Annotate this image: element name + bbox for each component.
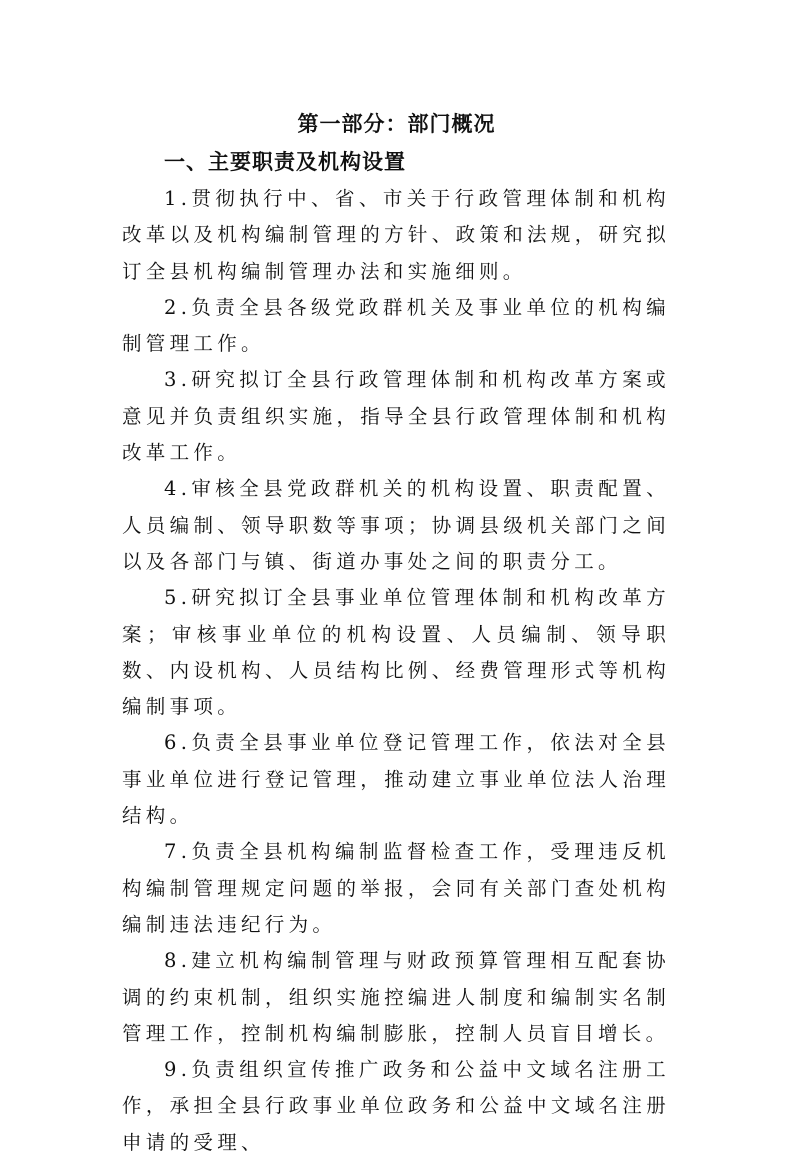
section-heading: 一、主要职责及机构设置 [164, 150, 406, 174]
paragraph-9: 9.负责组织宣传推广政务和公益中文域名注册工作，承担全县行政事业单位政务和公益中文域名注册申请的受理、 [122, 1058, 670, 1154]
paragraph-5: 5.研究拟订全县事业单位管理体制和机构改革方案；审核事业单位的机构设置、人员编制、领导职数、内设机构、人员结构比例、经费管理形式等机构编制事项。 [122, 586, 670, 719]
paragraph-8: 8.建立机构编制管理与财政预算管理相互配套协调的约束机制，组织实施控编进人制度和编制实名制管理工作，控制机构编制膨胀，控制人员盲目增长。 [122, 949, 670, 1045]
body-text [122, 181, 670, 1161]
paragraph-1: 1.贯彻执行中、省、市关于行政管理体制和机构改革以及机构编制管理的方针、政策和法规，研究拟订全县机构编制管理办法和实施细则。 [122, 187, 670, 283]
page-title: 第一部分：部门概况 [297, 112, 496, 136]
paragraph-4: 4.审核全县党政群机关的机构设置、职责配置、人员编制、领导职数等事项；协调县级机关部门之间以及各部门与镇、街道办事处之间的职责分工。 [122, 477, 670, 573]
paragraph-3: 3.研究拟订全县行政管理体制和机构改革方案或意见并负责组织实施，指导全县行政管理体制和机构改革工作。 [122, 368, 670, 465]
paragraph-6: 6.负责全县事业单位登记管理工作，依法对全县事业单位进行登记管理，推动建立事业单位法人治理结构。 [122, 731, 670, 828]
paragraph-7: 7.负责全县机构编制监督检查工作，受理违反机构编制管理规定问题的举报，会同有关部门查处机构编制违法违纪行为。 [122, 840, 670, 936]
paragraph-2: 2.负责全县各级党政群机关及事业单位的机构编制管理工作。 [122, 295, 670, 356]
